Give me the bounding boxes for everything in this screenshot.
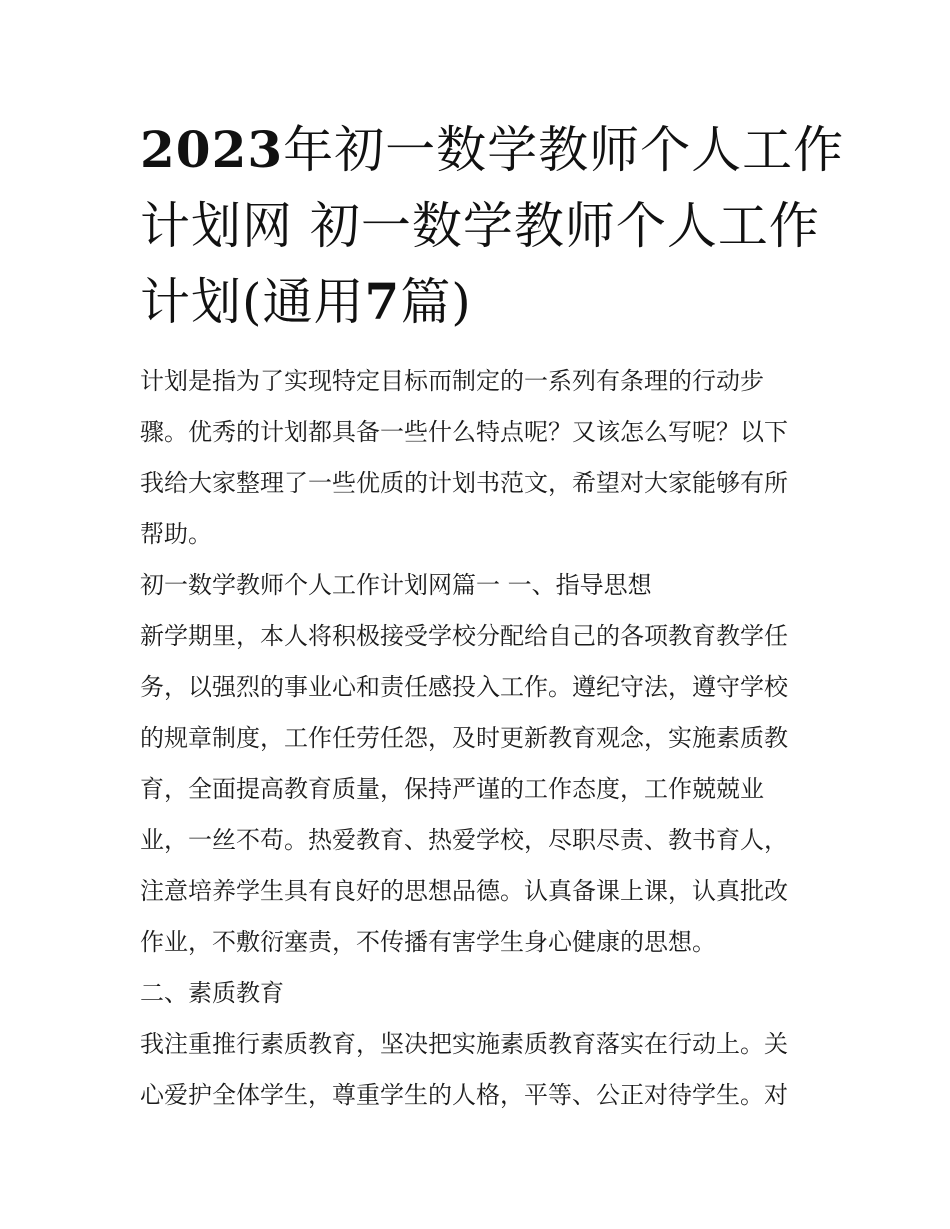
title-line-2 <box>140 188 820 264</box>
text-line: 骤。优秀的计划都具备一些什么特点呢？又该怎么写呢？以下 <box>140 418 788 446</box>
title-year: 2023 <box>140 120 284 179</box>
text-line: 计划是指为了实现特定目标而制定的一系列有条理的行动步 <box>140 367 764 395</box>
document-title <box>140 112 845 340</box>
text-line: 注意培养学生具有良好的思想品德。认真备课上课，认真批改 <box>140 877 788 905</box>
text-line: 初一数学教师个人工作计划网篇一 一、指导思想 <box>140 571 652 599</box>
text-line: 我给大家整理了一些优质的计划书范文，希望对大家能够有所 <box>140 469 788 497</box>
text-line: 帮助。 <box>140 520 212 548</box>
section-heading-guiding-ideas <box>140 560 820 611</box>
text-line: 育，全面提高教育质量，保持严谨的工作态度，工作兢兢业 <box>140 775 764 803</box>
quality-education-paragraph <box>140 1019 820 1121</box>
text-line: 二、素质教育 <box>140 979 284 1007</box>
document-body <box>140 356 820 1121</box>
title-line-3-text: 篇) <box>400 273 472 331</box>
text-line: 我注重推行素质教育，坚决把实施素质教育落实在行动上。关 <box>140 1030 788 1058</box>
text-line: 业，一丝不苟。热爱教育、热爱学校，尽职尽责、教书育人， <box>140 826 788 854</box>
title-line-3-prefix: 计划(通用 <box>140 273 365 331</box>
guiding-ideas-paragraph <box>140 611 820 968</box>
text-line: 作业，不敷衍塞责，不传播有害学生身心健康的思想。 <box>140 928 716 956</box>
title-line-1 <box>140 112 845 188</box>
title-line-2-text: 计划网 初一数学教师个人工作 <box>140 197 820 255</box>
title-line-1-text: 年初一数学教师个人工作 <box>283 121 845 179</box>
text-line: 新学期里，本人将积极接受学校分配给自己的各项教育教学任 <box>140 622 788 650</box>
title-count: 7 <box>364 272 401 331</box>
text-line: 的规章制度，工作任劳任怨，及时更新教育观念，实施素质教 <box>140 724 788 752</box>
section-heading-quality-education <box>140 968 820 1019</box>
intro-paragraph <box>140 356 820 560</box>
title-line-3 <box>140 264 820 340</box>
text-line: 务，以强烈的事业心和责任感投入工作。遵纪守法，遵守学校 <box>140 673 788 701</box>
text-line: 心爱护全体学生，尊重学生的人格，平等、公正对待学生。对 <box>140 1081 788 1109</box>
